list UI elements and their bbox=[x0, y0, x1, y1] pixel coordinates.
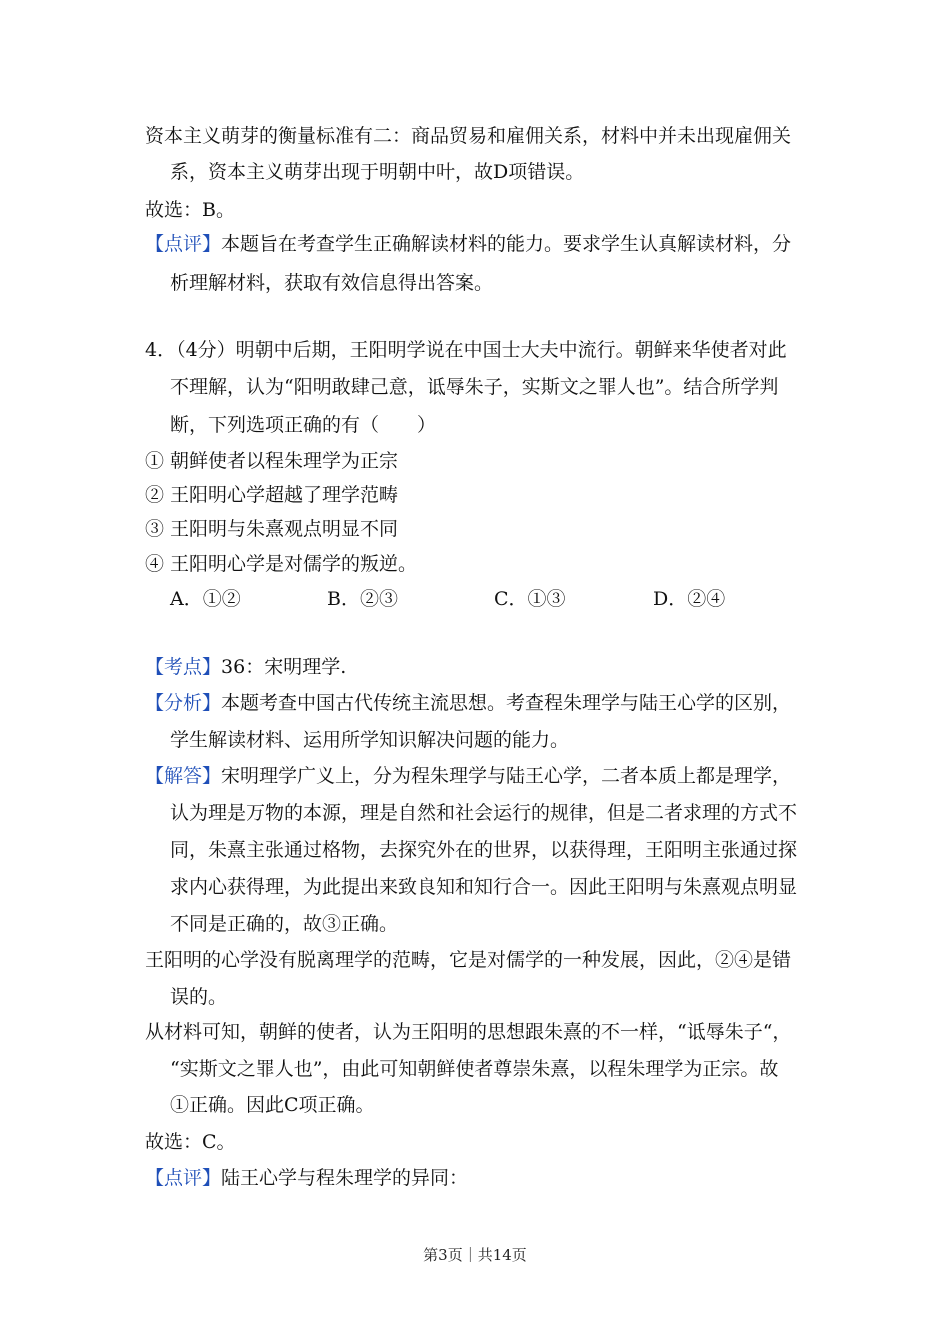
text-line: 故选：C。 bbox=[145, 1131, 236, 1153]
analysis-text: 本题考查中国古代传统主流思想。考查程朱理学与陆王心学的区别， bbox=[221, 692, 792, 714]
question-stem: 断，下列选项正确的有（ ） bbox=[170, 414, 437, 436]
option-d: D．②④ bbox=[653, 588, 726, 610]
text-line: “实斯文之罪人也”，由此可知朝鲜使者尊崇朱熹，以程朱理学为正宗。故 bbox=[170, 1058, 779, 1080]
page-footer: 第3页｜共14页 bbox=[423, 1246, 527, 1264]
comment-tag: 【点评】 bbox=[145, 1167, 222, 1189]
text-line: 不同是正确的，故③正确。 bbox=[170, 913, 399, 935]
text-line: ①正确。因此C项正确。 bbox=[170, 1094, 375, 1116]
option-b: B．②③ bbox=[327, 588, 398, 610]
comment-tag: 【点评】 bbox=[145, 233, 222, 255]
answer-paragraph bbox=[145, 764, 791, 788]
text-line: 析理解材料，获取有效信息得出答案。 bbox=[170, 272, 494, 294]
text-line: 从材料可知，朝鲜的使者，认为王阳明的思想跟朱熹的不一样，“诋辱朱子“， bbox=[145, 1021, 792, 1043]
answer-tag: 【解答】 bbox=[145, 765, 222, 787]
knowledge-text: 36：宋明理学. bbox=[221, 656, 347, 678]
text-line: 同，朱熹主张通过格物，去探究外在的世界，以获得理，王阳明主张通过探 bbox=[170, 839, 798, 861]
text-line: 认为理是万物的本源，理是自然和社会运行的规律，但是二者求理的方式不 bbox=[170, 802, 798, 824]
text-line: 求内心获得理，为此提出来致良知和知行合一。因此王阳明与朱熹观点明显 bbox=[170, 876, 798, 898]
text-line: 学生解读材料、运用所学知识解决问题的能力。 bbox=[170, 729, 570, 751]
text-line: 故选：B。 bbox=[145, 199, 235, 221]
statement-item: ② 王阳明心学超越了理学范畴 bbox=[145, 484, 399, 506]
text-line: 王阳明的心学没有脱离理学的范畴，它是对儒学的一种发展，因此，②④是错 bbox=[145, 949, 792, 971]
option-c: C．①③ bbox=[494, 588, 566, 610]
comment-paragraph bbox=[145, 1166, 468, 1190]
comment-text: 陆王心学与程朱理学的异同： bbox=[221, 1167, 469, 1189]
question-stem: 4．（4分）明朝中后期，王阳明学说在中国士大夫中流行。朝鲜来华使者对此 bbox=[145, 339, 787, 361]
option-a: A．①② bbox=[170, 588, 241, 610]
text-line: 系，资本主义萌芽出现于明朝中叶，故D项错误。 bbox=[170, 161, 585, 183]
statement-item: ④ 王阳明心学是对儒学的叛逆。 bbox=[145, 553, 418, 575]
comment-text: 本题旨在考查学生正确解读材料的能力。要求学生认真解读材料，分 bbox=[221, 233, 792, 255]
statement-item: ③ 王阳明与朱熹观点明显不同 bbox=[145, 518, 399, 540]
statement-item: ① 朝鲜使者以程朱理学为正宗 bbox=[145, 450, 399, 472]
answer-text: 宋明理学广义上，分为程朱理学与陆王心学，二者本质上都是理学， bbox=[221, 765, 792, 787]
knowledge-tag: 【考点】 bbox=[145, 656, 222, 678]
knowledge-point bbox=[145, 655, 346, 679]
comment-paragraph bbox=[145, 232, 791, 256]
analysis-paragraph bbox=[145, 691, 791, 715]
text-line: 资本主义萌芽的衡量标准有二：商品贸易和雇佣关系，材料中并未出现雇佣关 bbox=[145, 125, 792, 147]
question-stem: 不理解，认为“阳明敢肆己意，诋辱朱子，实斯文之罪人也”。结合所学判 bbox=[170, 376, 779, 398]
analysis-tag: 【分析】 bbox=[145, 692, 222, 714]
text-line: 误的。 bbox=[170, 986, 228, 1008]
